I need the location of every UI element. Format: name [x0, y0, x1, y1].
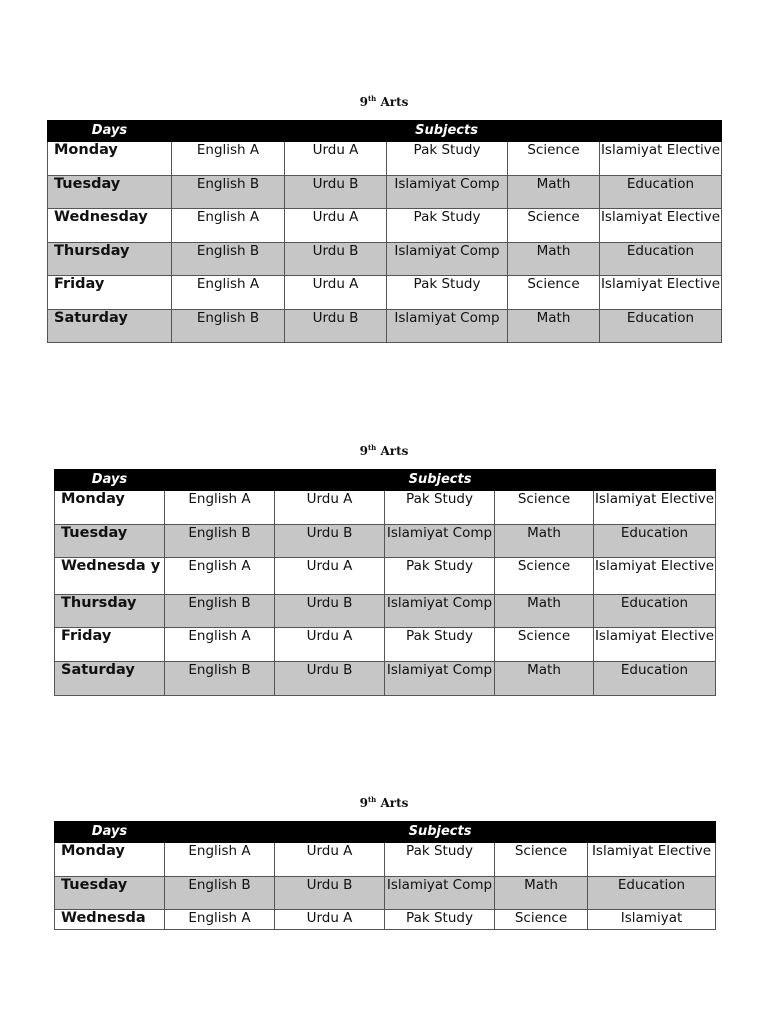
subject-cell: Education	[594, 662, 716, 696]
day-cell: Monday	[48, 142, 172, 176]
subject-cell: Islamiyat Comp	[385, 595, 495, 628]
subject-cell: Islamiyat Comp	[387, 176, 508, 209]
header-subjects: Subjects	[172, 121, 722, 142]
subject-cell: Pak Study	[387, 209, 508, 243]
table-row	[55, 595, 716, 628]
subject-cell: English A	[172, 209, 285, 243]
subject-cell: Urdu A	[275, 491, 385, 525]
subject-cell: Islamiyat Comp	[385, 877, 495, 910]
subject-cell: Islamiyat	[588, 910, 716, 930]
table-row	[55, 877, 716, 910]
day-cell: Saturday	[55, 662, 165, 696]
subject-cell: English B	[165, 877, 275, 910]
table-row	[55, 628, 716, 662]
day-cell: Tuesday	[55, 525, 165, 558]
subject-cell: Islamiyat Elective	[600, 276, 722, 310]
subject-cell: Math	[508, 176, 600, 209]
subject-cell: Urdu A	[285, 276, 387, 310]
day-cell: Friday	[48, 276, 172, 310]
header-days: Days	[55, 822, 165, 843]
header-row	[55, 470, 716, 491]
table-row	[55, 491, 716, 525]
subject-cell: Education	[594, 525, 716, 558]
subject-cell: Urdu A	[275, 910, 385, 930]
timetable-2	[54, 469, 716, 696]
timetable-3	[54, 821, 716, 930]
subject-cell: Islamiyat Elective	[588, 843, 716, 877]
subject-cell: Science	[495, 628, 594, 662]
table-row	[48, 276, 722, 310]
header-subjects: Subjects	[165, 470, 716, 491]
table-row	[48, 243, 722, 276]
timetable-1	[47, 120, 722, 343]
subject-cell: Urdu B	[285, 310, 387, 343]
subject-cell: Math	[495, 525, 594, 558]
subject-cell: English A	[172, 142, 285, 176]
day-cell: Thursday	[55, 595, 165, 628]
subject-cell: Pak Study	[387, 142, 508, 176]
day-cell: Wednesda	[55, 910, 165, 930]
subject-cell: Urdu A	[285, 142, 387, 176]
table-row	[48, 142, 722, 176]
subject-cell: English A	[165, 843, 275, 877]
table-row	[48, 310, 722, 343]
subject-cell: Urdu B	[275, 877, 385, 910]
header-subjects: Subjects	[165, 822, 716, 843]
subject-cell: Education	[600, 243, 722, 276]
subject-cell: Science	[508, 142, 600, 176]
subject-cell: Science	[495, 491, 594, 525]
subject-cell: English B	[172, 176, 285, 209]
subject-cell: Islamiyat Elective	[600, 209, 722, 243]
subject-cell: Education	[588, 877, 716, 910]
day-cell: Friday	[55, 628, 165, 662]
day-cell: Monday	[55, 491, 165, 525]
subject-cell: Islamiyat Comp	[385, 662, 495, 696]
subject-cell: Math	[495, 595, 594, 628]
subject-cell: Pak Study	[385, 628, 495, 662]
subject-cell: Math	[495, 662, 594, 696]
subject-cell: Urdu B	[285, 243, 387, 276]
subject-cell: Urdu B	[275, 662, 385, 696]
subject-cell: English A	[165, 628, 275, 662]
day-cell: Tuesday	[48, 176, 172, 209]
subject-cell: Urdu A	[285, 209, 387, 243]
subject-cell: Pak Study	[385, 843, 495, 877]
subject-cell: English B	[172, 243, 285, 276]
subject-cell: Math	[508, 243, 600, 276]
table-row	[48, 176, 722, 209]
timetable-2-title: 9th Arts	[359, 443, 409, 458]
subject-cell: Science	[495, 910, 588, 930]
subject-cell: English B	[165, 525, 275, 558]
table-row	[48, 209, 722, 243]
timetable-1-title: 9th Arts	[359, 94, 409, 109]
subject-cell: English B	[165, 595, 275, 628]
day-cell: Thursday	[48, 243, 172, 276]
subject-cell: Science	[495, 558, 594, 595]
subject-cell: Urdu A	[275, 843, 385, 877]
subject-cell: English A	[165, 491, 275, 525]
subject-cell: Pak Study	[385, 558, 495, 595]
subject-cell: Science	[495, 843, 588, 877]
subject-cell: Islamiyat Comp	[387, 243, 508, 276]
subject-cell: Science	[508, 276, 600, 310]
header-days: Days	[55, 470, 165, 491]
subject-cell: Islamiyat Comp	[387, 310, 508, 343]
subject-cell: Pak Study	[387, 276, 508, 310]
subject-cell: Math	[508, 310, 600, 343]
subject-cell: Islamiyat Elective	[600, 142, 722, 176]
subject-cell: Education	[594, 595, 716, 628]
table-row	[55, 558, 716, 595]
day-cell: Wednesday	[48, 209, 172, 243]
header-row	[48, 121, 722, 142]
subject-cell: Education	[600, 176, 722, 209]
day-cell: Tuesday	[55, 877, 165, 910]
subject-cell: English A	[165, 558, 275, 595]
subject-cell: English A	[172, 276, 285, 310]
subject-cell: Education	[600, 310, 722, 343]
subject-cell: Math	[495, 877, 588, 910]
subject-cell: Islamiyat Elective	[594, 628, 716, 662]
header-row	[55, 822, 716, 843]
timetable-3-title: 9th Arts	[359, 795, 409, 810]
subject-cell: Urdu A	[275, 628, 385, 662]
subject-cell: Islamiyat Comp	[385, 525, 495, 558]
subject-cell: Pak Study	[385, 910, 495, 930]
subject-cell: Islamiyat Elective	[594, 491, 716, 525]
subject-cell: Urdu A	[275, 558, 385, 595]
subject-cell: Urdu B	[275, 595, 385, 628]
table-row	[55, 910, 716, 930]
subject-cell: English B	[165, 662, 275, 696]
subject-cell: Pak Study	[385, 491, 495, 525]
table-row	[55, 843, 716, 877]
day-cell: Monday	[55, 843, 165, 877]
subject-cell: English B	[172, 310, 285, 343]
subject-cell: Science	[508, 209, 600, 243]
subject-cell: English A	[165, 910, 275, 930]
subject-cell: Islamiyat Elective	[594, 558, 716, 595]
table-row	[55, 525, 716, 558]
table-row	[55, 662, 716, 696]
subject-cell: Urdu B	[275, 525, 385, 558]
subject-cell: Urdu B	[285, 176, 387, 209]
day-cell: Saturday	[48, 310, 172, 343]
header-days: Days	[48, 121, 172, 142]
day-cell: Wednesda y	[55, 558, 165, 595]
